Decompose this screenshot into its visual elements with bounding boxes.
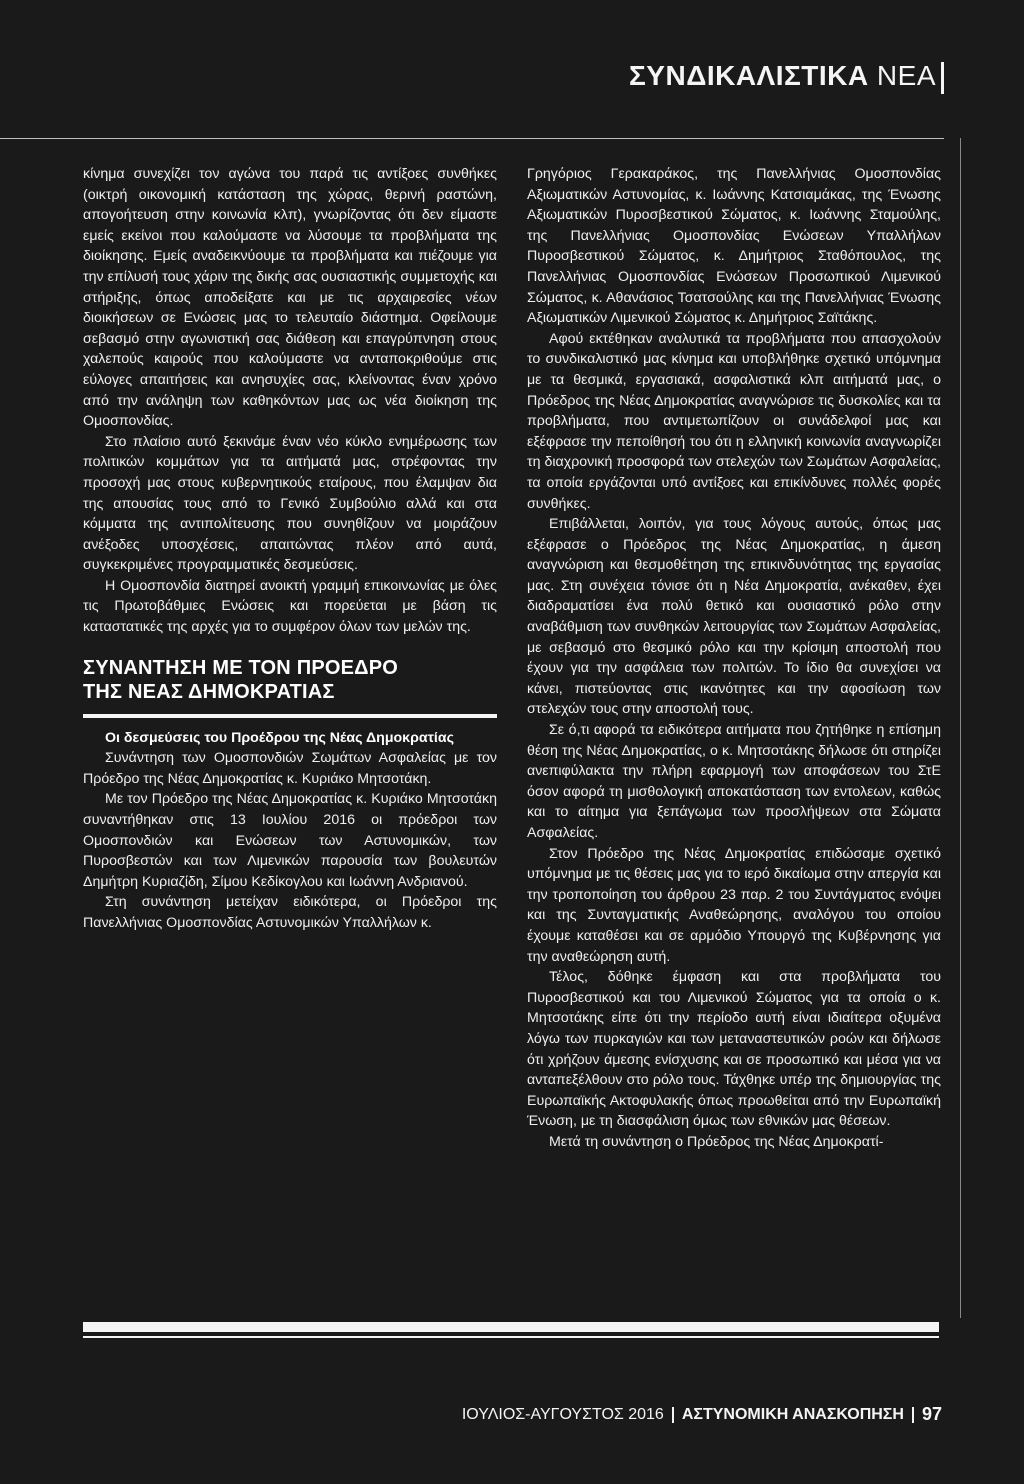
footer-separator <box>912 1407 914 1423</box>
section-title <box>83 656 497 704</box>
left-paragraph-4: Συνάντηση των Ομοσπονδιών Σωμάτων Ασφαλείας με τον Πρόεδρο της Νέας Δημοκρατίας κ. Κυριάκο Μητσοτάκη. <box>83 750 497 787</box>
left-paragraph-3: Η Ομοσπονδία διατηρεί ανοικτή γραμμή επικοινωνίας με όλες τις Πρωτοβάθμιες Ενώσεις και πορεύεται με βάση τις καταστατικές της αρχές για το συμφέρον όλων των μελών της. <box>83 577 497 636</box>
section-header-rest: ΝΕΑ <box>876 60 936 91</box>
header-rule <box>0 138 944 139</box>
section-title-line-2: ΤΗΣ ΝΕΑΣ ΔΗΜΟΚΡΑΤΙΑΣ <box>83 680 335 703</box>
section-rule <box>83 714 497 718</box>
right-paragraph-7: Μετά τη συνάντηση ο Πρόεδρος της Νέας Δημοκρατί- <box>549 1133 884 1150</box>
left-paragraph-2: Στο πλαίσιο αυτό ξεκινάμε έναν νέο κύκλο ενημέρωσης των πολιτικών κομμάτων για τα αιτήματά μας, στρέφοντας την προσοχή μας στους κυβερνητικούς εταίρους, που έλαμψαν δια της απουσίας τους από το Γενικό Συμβούλιο αλλά και στα κόμματα της αντιπολίτευσης που συνηθίζουν να μοιράζουν ανέξοδες υποσχέσεις, απαιτώντας πλέον από αυτά, συγκεκριμένες προγραμματικές δεσμεύσεις. <box>83 433 497 574</box>
left-paragraph-6: Στη συνάντηση μετείχαν ειδικότερα, οι Πρόεδροι της Πανελλήνιας Ομοσπονδίας Αστυνομικών Υπαλλήλων κ. <box>83 894 497 931</box>
right-paragraph-1: Γρηγόριος Γερακαράκος, της Πανελλήνιας Ομοσπονδίας Αξιωματικών Αστυνομίας, κ. Ιωάννης Κατσιαμάκας, της Ένωσης Αξιωματικών Πυροσβεστικού Σώματος, κ. Ιωάννης Σταμούλης, της Πανελλήνιας Ομοσπονδίας Ενώσεων Υπαλλήλων Πυροσβεστικού Σώματος, κ. Δημήτριος Σταθόπουλος, της Πανελλήνιας Ομοσπονδίας Ενώσεων Προσωπικού Λιμενικού Σώματος, κ. Αθανάσιος Τσατσούλης και της Πανελλήνιας Ένωσης Αξιωματικών Λιμενικού Σώματος κ. Δημήτριος Σαϊτάκης. <box>527 166 941 327</box>
right-paragraph-6: Τέλος, δόθηκε έμφαση και στα προβλήματα του Πυροσβεστικού και του Λιμενικού Σώματος για τα οποία ο κ. Μητσοτάκης είπε ότι την περίοδο αυτή είναι ιδιαίτερα οξυμένα λόγω των πυρκαγιών και των μεταναστευτικών ροών και δήλωσε ότι χρήζουν άμεσης ενίσχυσης και σε προσωπικό και μέσα για να ανταπεξέλθουν στο ρόλο τους. Τάχθηκε υπέρ της δημιουργίας της Ευρωπαϊκής Ακτοφυλακής όπως προωθείται από την Ευρωπαϊκή Ένωση, με τη διασφάλιση όμως των εθνικών μας θέσεων. <box>527 969 941 1130</box>
left-paragraph-5: Με τον Πρόεδρο της Νέας Δημοκρατίας κ. Κυριάκο Μητσοτάκη συναντήθηκαν στις 13 Ιουλίου 2016 οι πρόεδροι των Ομοσπονδιών και Ενώσεων των Αστυνομικών, των Πυροσβεστών και των Λιμενικών παρουσία των βουλευτών Δημήτρη Κυριαζίδη, Σίμου Κεδίκογλου και Ιωάννη Ανδριανού. <box>83 791 497 890</box>
subheading: Οι δεσμεύσεις του Προέδρου της Νέας Δημοκρατίας <box>105 729 454 746</box>
frame-right-border <box>960 138 961 1318</box>
section-header-title <box>629 60 936 92</box>
header-vertical-bar <box>941 62 944 94</box>
section-header-bold: ΣΥΝΔΙΚΑΛΙΣΤΙΚΑ <box>629 60 869 91</box>
footer-rule-thick <box>83 1322 939 1332</box>
footer-issue: ΙΟΥΛΙΟΣ-ΑΥΓΟΥΣΤΟΣ 2016 <box>461 1405 664 1423</box>
right-paragraph-2: Αφού εκτέθηκαν αναλυτικά τα προβλήματα που απασχολούν το συνδικαλιστικό μας κίνημα και υποβλήθηκε σχετικό υπόμνημα με τα θεσμικά, εργασιακά, ασφαλιστικά κλπ αιτήματά μας, ο Πρόεδρος της Νέας Δημοκρατίας αναγνώρισε τις δυσκολίες και τα προβλήματα, που αντιμετωπίζουν οι συνάδελφοί μας και εξέφρασε την πεποίθησή του ότι η ελληνική κοινωνία αναγνωρίζει τη διαχρονική προσφορά των στελεχών των Σωμάτων Ασφαλείας, τα οποία εργάζονται υπό αντίξοες και επικίνδυνες πολλές φορές συνθήκες. <box>527 330 941 512</box>
right-paragraph-5: Στον Πρόεδρο της Νέας Δημοκρατίας επιδώσαμε σχετικό υπόμνημα με τις θέσεις μας για το ιερό δικαίωμα στην απεργία και την τροποποίηση του άρθρου 23 παρ. 2 του Συντάγματος ενόψει και της Συνταγματικής Αναθεώρησης, αναλόγου του οποίου έχουμε καταθέσει και σε αρμόδιο Υπουργό της Κυβέρνησης για την αναθεώρηση αυτή. <box>527 845 941 965</box>
page-footer <box>462 1404 942 1425</box>
left-paragraph-1: κίνημα συνεχίζει τον αγώνα του παρά τις αντίξοες συνθήκες (οικτρή οικονομική κατάσταση της χώρας, θερινή ραστώνη, απογοήτευση στην κοινωνία κλπ), γνωρίζοντας ότι δεν είμαστε εμείς εκείνοι που καλούμαστε να λύσουμε τα προβλήματα της διοίκησης. Εμείς αναδεικνύουμε τα προβλήματα και πιέζουμε για την επίλυσή τους χάριν της δικής σας ουσιαστικής συμμετοχής και στήριξης, όπως αποδείξατε και με τις αρχαιρεσίες νέων διοικήσεων σε Ενώσεις μας το τελευταίο διάστημα. Οφείλουμε σεβασμό στην αγωνιστική σας διάθεση και επαγρύπνηση στους χαλεπούς καιρούς που καλούμαστε να ανταποκριθούμε στις εύλογες απαιτήσεις και ανησυχίες σας, κλείνοντας έναν χρόνο από την ανάληψη των καθηκόντων μας ως νέα διοίκηση της Ομοσπονδίας. <box>83 166 497 430</box>
right-paragraph-4: Σε ό,τι αφορά τα ειδικότερα αιτήματα που ζητήθηκε η επίσημη θέση της Νέας Δημοκρατίας, ο κ. Μητσοτάκης δήλωσε ότι στηρίζει ανεπιφύλακτα την πλήρη εφαρμογή των αποφάσεων του ΣτΕ όσον αφορά τη μισθολογική αποκατάσταση των εντολεων, καθώς και το αίτημα για ξεπάγωμα των προσλήψεων στα Σώματα Ασφαλείας. <box>527 722 941 841</box>
section-title-line-1: ΣΥΝΑΝΤΗΣΗ ΜΕ ΤΟΝ ΠΡΟΕΔΡΟ <box>83 656 399 679</box>
page-number: 97 <box>921 1404 942 1424</box>
right-column <box>527 164 941 1153</box>
footer-separator <box>672 1407 674 1423</box>
page-header <box>0 40 1024 110</box>
footer-rule-thin <box>83 1336 939 1338</box>
right-paragraph-3: Επιβάλλεται, λοιπόν, για τους λόγους αυτούς, όπως μας εξέφρασε ο Πρόεδρος της Νέας Δημοκρατίας, η άμεση αναγνώριση και θεσμοθέτηση της επικινδυνότητας της εργασίας μας. Στη συνέχεια τόνισε ότι η Νέα Δημοκρατία, ανέκαθεν, έχει διαδραματίσει ένα πολύ θετικό και ουσιαστικό ρόλο στην αναβάθμιση των συνθηκών λειτουργίας των Σωμάτων Ασφαλείας, με σεβασμό στο θεσμικό ρόλο και την κρίσιμη αποστολή που έχουν για την ασφάλεια των πολιτών. Το ίδιο θα συνεχίσει να κάνει, πιστεύοντας στις ικανότητες και την αφοσίωση των στελεχών τους στην αποστολή τους. <box>527 516 941 718</box>
footer-magazine-title: ΑΣΤΥΝΟΜΙΚΗ ΑΝΑΣΚΟΠΗΣΗ <box>681 1405 904 1423</box>
left-column <box>83 164 497 934</box>
